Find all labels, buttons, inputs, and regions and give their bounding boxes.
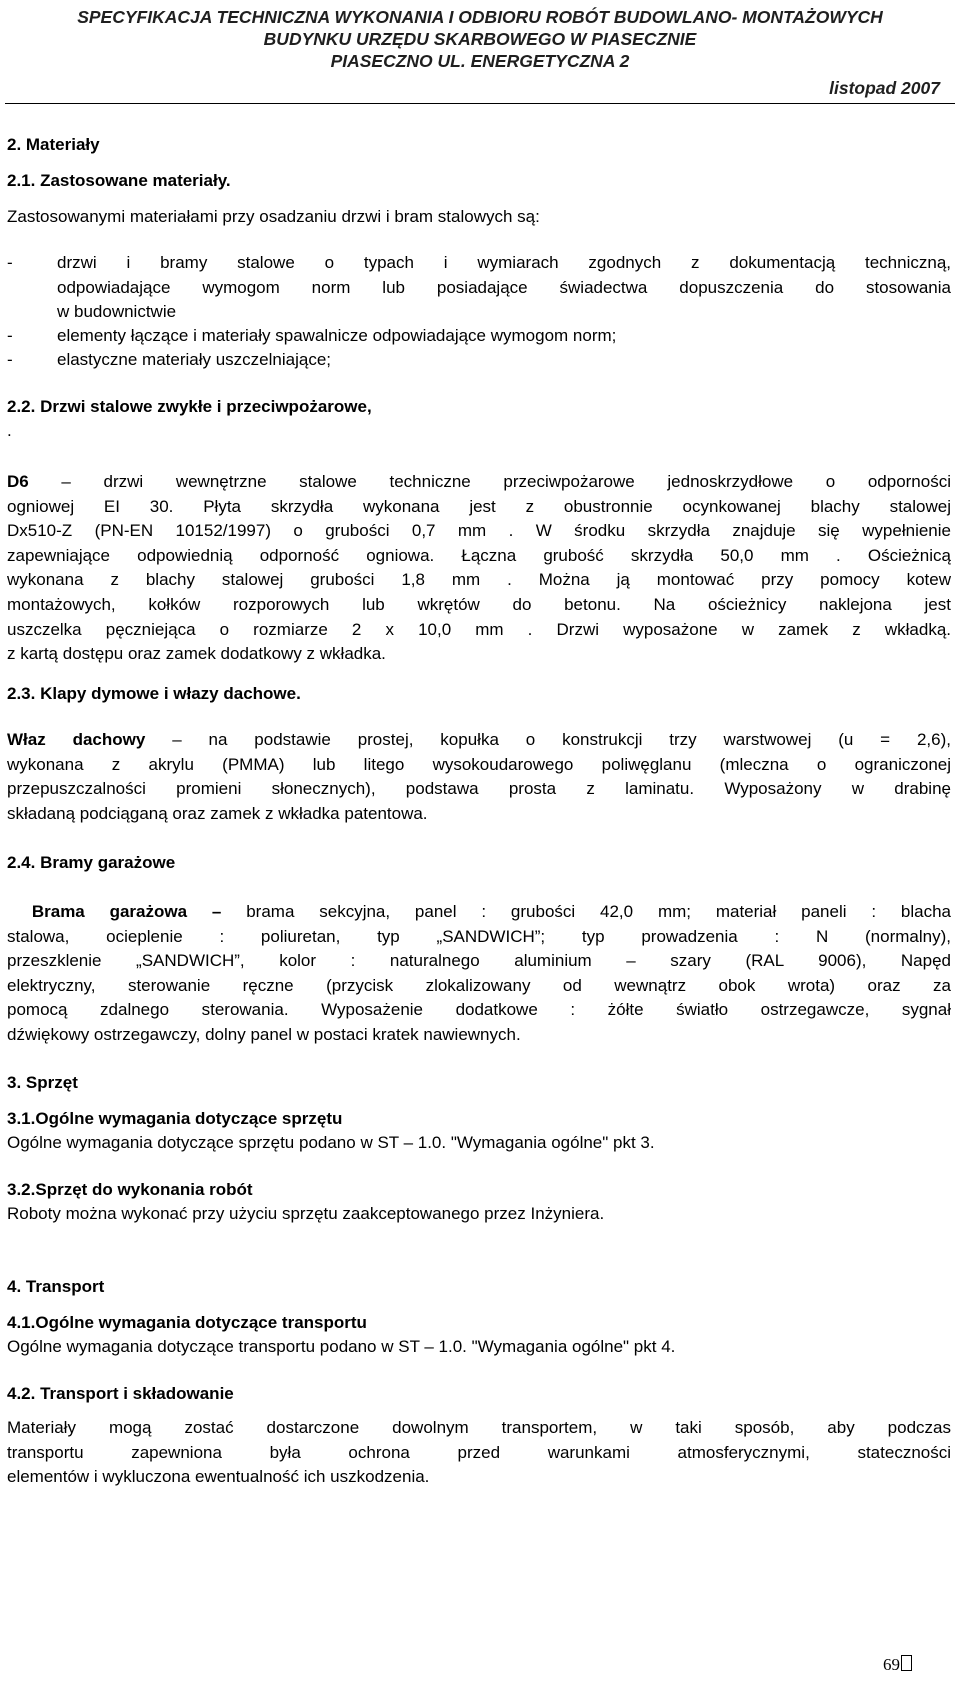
stray-dot: . bbox=[7, 421, 12, 440]
wlaz-line-text: – na podstawie prostej, kopułka o konstrukcji trzy warstwowej (u = 2,6), bbox=[145, 730, 951, 749]
brama-line-text: brama sekcyjna, panel : grubości 42,0 mm; materiał paneli : blacha bbox=[221, 902, 951, 921]
header-line-2: BUDYNKU URZĘDU SKARBOWEGO W PIASECZNIE bbox=[263, 29, 697, 49]
header-line-3: PIASECZNO UL. ENERGETYCZNA 2 bbox=[330, 51, 630, 71]
wlaz-paragraph bbox=[7, 728, 951, 826]
section-3-title: 3. Sprzęt bbox=[7, 1073, 78, 1092]
section-2-3-title: 2.3. Klapy dymowe i włazy dachowe. bbox=[7, 684, 301, 703]
wlaz-line: składaną podciąganą oraz zamek z wkładka patentowa. bbox=[7, 803, 428, 823]
brama-line-1 bbox=[7, 900, 951, 925]
section-4-2-line: elementów i wykluczona ewentualność ich uszkodzenia. bbox=[7, 1467, 430, 1487]
d6-line-1 bbox=[7, 470, 951, 495]
section-4-1-text: Ogólne wymagania dotyczące transportu podano w ST – 1.0. "Wymagania ogólne" pkt 4. bbox=[7, 1337, 676, 1356]
d6-label: D6 bbox=[7, 472, 29, 491]
d6-line: ogniowej EI 30. Płyta skrzydła wykonana jest z obustronnie ocynkowanej blachy stalowej bbox=[7, 496, 951, 516]
section-2-1-title: 2.1. Zastosowane materiały. bbox=[7, 171, 231, 190]
section-2-4-title: 2.4. Bramy garażowe bbox=[7, 853, 176, 872]
list-dash: - bbox=[7, 350, 13, 369]
section-2-2-title: 2.2. Drzwi stalowe zwykłe i przeciwpożarowe, bbox=[7, 397, 372, 416]
brama-paragraph bbox=[7, 900, 951, 1048]
d6-line: z kartą dostępu oraz zamek dodatkowy z wkładka. bbox=[7, 644, 386, 664]
page-number bbox=[883, 1655, 912, 1675]
d6-line: wykonana z blachy stalowej grubości 1,8 mm . Można ją montować przy pomocy kotew bbox=[7, 570, 951, 590]
d6-line: Dx510-Z (PN-EN 10152/1997) o grubości 0,7 mm . W środku skrzydła znajduje się wypełnienie bbox=[7, 521, 951, 541]
section-3-2-title: 3.2.Sprzęt do wykonania robót bbox=[7, 1180, 253, 1199]
d6-paragraph bbox=[7, 470, 951, 667]
d6-line: uszczelka pęczniejąca o rozmiarze 2 x 10,0 mm . Drzwi wyposażone w zamek z wkładką. bbox=[7, 619, 951, 639]
header-date: listopad 2007 bbox=[829, 78, 940, 98]
list-item-1-line: w budownictwie bbox=[57, 302, 177, 322]
list-dash: - bbox=[7, 253, 13, 272]
section-4-2-line: Materiały mogą zostać dostarczone dowolnym transportem, w taki sposób, aby podczas bbox=[7, 1418, 951, 1437]
brama-line: stalowa, ocieplenie : poliuretan, typ „SANDWICH”; typ prowadzenia : N (normalny), bbox=[7, 926, 951, 946]
d6-line: montażowych, kołków rozporowych lub wkrętów do betonu. Na ościeżnicy naklejona jest bbox=[7, 594, 951, 614]
brama-line: pomocą zdalnego sterowania. Wyposażenie dodatkowe : żółte światło ostrzegawcze, sygnał bbox=[7, 1000, 951, 1020]
d6-line: zapewniające odpowiednią odporność ogniowa. Łączna grubość skrzydła 50,0 mm . Ościeżnicą bbox=[7, 545, 951, 565]
wlaz-line-1 bbox=[7, 728, 951, 753]
wlaz-line: przepuszczalności promieni słonecznych), podstawa prosta z laminatu. Wyposażony w drabinę bbox=[7, 779, 951, 799]
list-item-1-line: odpowiadające wymogom norm lub posiadające świadectwa dopuszczenia do stosowania bbox=[57, 277, 951, 297]
d6-line-text: – drzwi wewnętrzne stalowe techniczne przeciwpożarowe jednoskrzydłowe o odporności bbox=[28, 472, 951, 491]
brama-label: Brama garażowa – bbox=[31, 902, 222, 921]
header-rule bbox=[5, 103, 955, 104]
list-item-2: elementy łączące i materiały spawalnicze odpowiadające wymogom norm; bbox=[57, 326, 617, 345]
section-3-2-text: Roboty można wykonać przy użyciu sprzętu zaakceptowanego przez Inżyniera. bbox=[7, 1204, 605, 1223]
section-4-1-title: 4.1.Ogólne wymagania dotyczące transportu bbox=[7, 1313, 367, 1332]
section-4-title: 4. Transport bbox=[7, 1277, 105, 1296]
section-4-2-paragraph bbox=[7, 1416, 951, 1490]
page-number-text: 69 bbox=[883, 1655, 900, 1674]
section-2-title: 2. Materiały bbox=[7, 135, 100, 154]
materials-intro: Zastosowanymi materiałami przy osadzaniu drzwi i bram stalowych są: bbox=[7, 207, 540, 226]
list-dash: - bbox=[7, 326, 13, 345]
list-item-1 bbox=[57, 251, 951, 325]
wlaz-label: Właz dachowy bbox=[7, 730, 146, 749]
list-item-3: elastyczne materiały uszczelniające; bbox=[57, 350, 332, 369]
section-3-1-text: Ogólne wymagania dotyczące sprzętu podano w ST – 1.0. "Wymagania ogólne" pkt 3. bbox=[7, 1133, 655, 1152]
wlaz-line: wykonana z akrylu (PMMA) lub litego wysokoudarowego poliwęglanu (mleczna o ograniczonej bbox=[7, 754, 951, 774]
section-4-2-line: transportu zapewniona była ochrona przed warunkami atmosferycznymi, stateczności bbox=[7, 1442, 951, 1462]
section-3-1-title: 3.1.Ogólne wymagania dotyczące sprzętu bbox=[7, 1109, 343, 1128]
missing-glyph-box bbox=[901, 1655, 912, 1671]
brama-line: dźwiękowy ostrzegawczy, dolny panel w postaci kratek nawiewnych. bbox=[7, 1024, 521, 1044]
brama-line: elektryczny, sterowanie ręczne (przycisk zlokalizowany od wewnątrz obok wrota) oraz za bbox=[7, 975, 951, 995]
header-line-1: SPECYFIKACJA TECHNICZNA WYKONANIA I ODBIORU ROBÓT BUDOWLANO- MONTAŻOWYCH bbox=[77, 7, 883, 27]
list-item-1-line: drzwi i bramy stalowe o typach i wymiarach zgodnych z dokumentacją techniczną, bbox=[57, 253, 951, 272]
brama-line: przeszklenie „SANDWICH”, kolor : naturalnego aluminium – szary (RAL 9006), Napęd bbox=[7, 951, 951, 971]
section-4-2-title: 4.2. Transport i składowanie bbox=[7, 1384, 234, 1403]
